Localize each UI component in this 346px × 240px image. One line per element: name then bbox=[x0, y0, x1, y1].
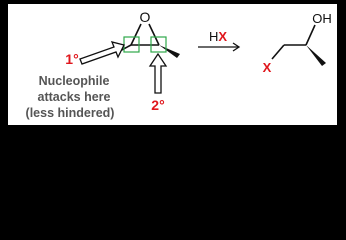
nucleophile-line-1: Nucleophile bbox=[38, 74, 110, 88]
reagent-label bbox=[209, 29, 227, 44]
epoxide-oxygen-label: O bbox=[139, 9, 151, 25]
product-bond-x-c1 bbox=[272, 45, 284, 59]
nucleophile-line-3: (less hindered) bbox=[25, 106, 115, 120]
secondary-attack-arrow bbox=[150, 54, 166, 93]
product-bond-c2-oh bbox=[306, 25, 315, 45]
reagent-x: X bbox=[218, 29, 228, 44]
reaction-arrow-group bbox=[198, 29, 239, 51]
product-methyl-wedge bbox=[306, 45, 326, 66]
nucleophile-line-2: attacks here bbox=[37, 90, 111, 104]
nucleophile-note bbox=[26, 74, 115, 120]
product-structure bbox=[263, 11, 332, 75]
reagent-h: H bbox=[208, 29, 219, 44]
product-x-label: X bbox=[262, 60, 272, 75]
primary-attack-arrow bbox=[80, 42, 124, 64]
product-oh-label: OH bbox=[312, 11, 332, 26]
primary-label: 1° bbox=[65, 51, 79, 67]
secondary-label: 2° bbox=[151, 97, 165, 113]
epoxide-structure bbox=[118, 9, 180, 58]
